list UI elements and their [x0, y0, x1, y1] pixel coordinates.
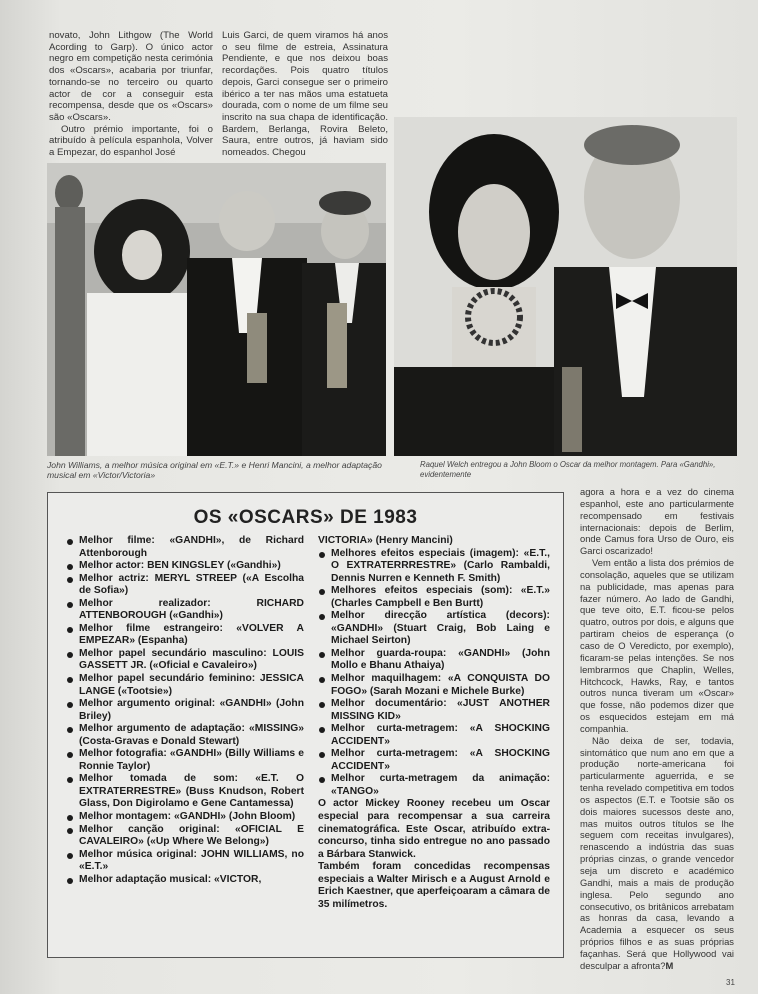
- article-paragraph: Luis Garci, de quem viramos há anos o seu filme de estreia, Assinatura Pendiente, e que nos deixou boas recordações. Pois quatro títulos depois, Garci consegue ser o primeiro ibérico a ter nas mãos uma estatueta dourada, com o nome de um filme seu inscrito na sua chapa de identificação. Bardem, Berlanga, Rovira Beleto, Saura, entre outros, já haviam sido nomeados. Chegou: [222, 30, 388, 159]
- list-item-continuation: VICTORIA» (Henry Mancini): [318, 535, 453, 546]
- list-item: Melhor curta-metragem: «A SHOCKING ACCIDENT»: [318, 748, 550, 773]
- list-item: Melhor curta-metragem da animação: «TANGO»: [318, 773, 550, 798]
- box-title: OS «OSCARS» DE 1983: [193, 507, 418, 528]
- list-item: Melhor fotografia: «GANDHI» (Billy Williams e Ronnie Taylor): [66, 748, 304, 773]
- photo-raquel-welch-john-bloom-image: [394, 117, 737, 456]
- list-item: Melhor papel secundário masculino: LOUIS GASSETT JR. («Oficial e Cavaleiro»): [66, 648, 304, 673]
- article-column-1: [49, 30, 213, 159]
- article-paragraph-text: Não deixa de ser, todavia, sintomático que num ano em que a produção norte-americana foi particularmente aguerrida, e se tenha revelado competitiva em todos os aspectos (E.T. e Tootsie são os dois maiores sucessos deste ano, mas muitos outros títulos se lhe seguem com receitas invulgares), renascendo a indústria das suas próprias cinzas, o grande vencedor seja um discreto e académico Gandhi, mais a mais de produção inglesa. Pelo segundo ano consecutivo, os britânicos arrebatam as honras da casa, levando a Academia a esquecer os seus próprios filhos e as suas próprias façanhas. Será que Hollywood vai desculpar a afronta?: [580, 734, 734, 971]
- list-item: Melhor canção original: «OFICIAL E CAVALEIRO» («Up Where We Belong»): [66, 824, 304, 849]
- oscars-list-box: [47, 492, 564, 958]
- article-column-3: [580, 486, 734, 972]
- list-item: Melhor realizador: RICHARD ATTENBOROUGH («Gandhi»): [66, 598, 304, 623]
- box-paragraph: Também foram concedidas recompensas especiais a Walter Mirisch e a August Arnold e Erich Kaestner, que aperfeiçoaram a câmara de 35 milímetros.: [318, 861, 550, 910]
- page-number: 31: [726, 978, 735, 987]
- list-item: Melhor maquilhagem: «A CONQUISTA DO FOGO» (Sarah Mozani e Michele Burke): [318, 673, 550, 698]
- list-item: Melhor actriz: MERYL STREEP («A Escolha de Sofia»): [66, 573, 304, 598]
- list-item: Melhor argumento de adaptação: «MISSING» (Costa-Gravas e Donald Stewart): [66, 723, 304, 748]
- list-item: Melhor tomada de som: «E.T. O EXTRATERRESTRE» (Buss Knudson, Robert Glass, Don Digirolamo e Gene Cantamessa): [66, 773, 304, 811]
- box-column-left: [66, 535, 304, 886]
- article-paragraph: Vem então a lista dos prémios de consolação, aqueles que se utilizam na publicidade, mas apenas para fazer número. Ao lado de Gandhi, que teve oito, E.T. ficou-se pelos quatro, outros por dois, e alguns que partiram cheios de esperança (o caso de O Veredicto, por exemplo), ficaram-se pelas intenções. Se nos lembrarmos que Chaplin, Welles, Hitchcock, Hawks, Ray, e tantos outros nunca tiveram um «Oscar» que fosse, não podemos dizer que os esquecidos estejam em má companhia.: [580, 557, 734, 734]
- list-item: Melhor música original: JOHN WILLIAMS, no «E.T.»: [66, 849, 304, 874]
- photo-caption: John Williams, a melhor música original em «E.T.» e Henri Mancini, a melhor adaptação musical em «Victor/Victoria»: [47, 460, 382, 481]
- article-column-2: [222, 30, 388, 159]
- box-paragraph: O actor Mickey Rooney recebeu um Oscar especial para recompensar a sua carreira cinematográfica. Este Oscar, atribuído extra-concurso, tinha sido entregue no ano passado a Bárbara Stanwick.: [318, 798, 550, 860]
- list-item: Melhor adaptação musical: «VICTOR,: [66, 874, 304, 887]
- box-column-right: [318, 535, 550, 911]
- list-item: Melhor filme estrangeiro: «VOLVER A EMPEZAR» (Espanha): [66, 623, 304, 648]
- list-item: Melhor direcção artística (decors): «GANDHI» (Stuart Craig, Bob Laing e Michael Seirton): [318, 610, 550, 648]
- article-paragraph: novato, John Lithgow (The World Acording to Garp). O único actor negro em competição nesta cerimónia dos «Oscars», acabaria por triunfar, tornando-se no terceiro ou quarto actor de cor a conseguir esta recompensa, desde que os «Oscars» são «Oscars».: [49, 30, 213, 123]
- photo-raquel-welch-john-bloom: [394, 117, 737, 456]
- article-paragraph: agora a hora e a vez do cinema espanhol, este ano particularmente recompensado em festivais internacionais: depois de Berlim, onde Camus fora Urso de Ouro, eis Garci oscarizado!: [580, 486, 734, 557]
- list-item: Melhor guarda-roupa: «GANDHI» (John Mollo e Bhanu Athaiya): [318, 648, 550, 673]
- list-item: Melhores efeitos especiais (imagem): «E.T., O EXTRATERRRESTRE» (Carlo Rambaldi, Dennis Nurren e Kenneth F. Smith): [318, 548, 550, 586]
- list-item: Melhores efeitos especiais (som): «E.T.» (Charles Campbell e Ben Burtt): [318, 585, 550, 610]
- photo-oscar-winners: [47, 163, 386, 456]
- article-paragraph: [580, 735, 734, 972]
- list-item: Melhor papel secundário feminino: JESSICA LANGE («Tootsie»): [66, 673, 304, 698]
- list-item: Melhor actor: BEN KINGSLEY («Gandhi»): [66, 560, 304, 573]
- article-paragraph: Outro prémio importante, foi o atribuído à película espanhola, Volver a Empezar, do espanhol José: [49, 123, 213, 159]
- list-item: Melhor filme: «GANDHI», de Richard Attenborough: [66, 535, 304, 560]
- list-item: Melhor argumento original: «GANDHI» (John Briley): [66, 698, 304, 723]
- photo-caption: Raquel Welch entregou a John Bloom o Oscar da melhor montagem. Para «Gandhi», evidentemente: [420, 460, 716, 479]
- list-item: Melhor montagem: «GANDHI» (John Bloom): [66, 811, 304, 824]
- photo-oscar-winners-image: [47, 163, 386, 456]
- list-item: Melhor documentário: «JUST ANOTHER MISSING KID»: [318, 698, 550, 723]
- end-mark: M: [665, 959, 674, 971]
- list-item: Melhor curta-metragem: «A SHOCKING ACCIDENT»: [318, 723, 550, 748]
